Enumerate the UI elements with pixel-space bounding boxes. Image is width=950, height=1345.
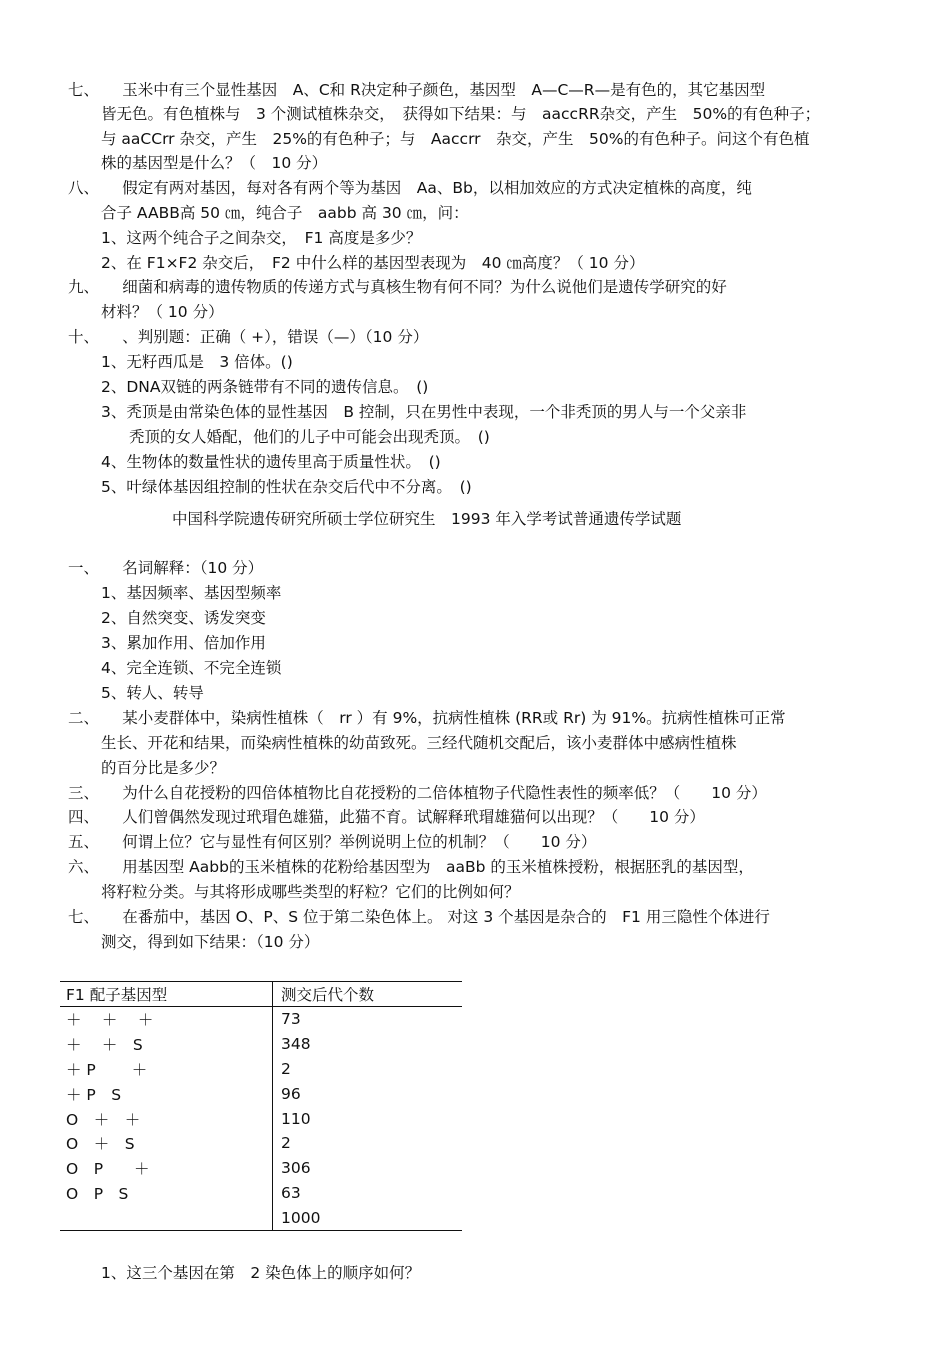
text-line: 十、 、判别题：正确（ +），错误（—）（10 分） <box>68 328 429 346</box>
count-cell: 306 <box>281 1159 311 1178</box>
text-line: 与 aaCCrr 杂交，产生 25%的有色种子；与 Aaccrr 杂交，产生 50%的有色种子。问这个有色植 <box>101 130 810 148</box>
text-line: 将籽粒分类。与其将形成哪些类型的籽粒？它们的比例如何？ <box>101 883 520 901</box>
column-header-genotype: F1 配子基因型 <box>60 982 273 1007</box>
text-line: 生长、开花和结果，而染病性植株的幼苗致死。三经代随机交配后，该小麦群体中感病性植株 <box>101 734 737 752</box>
text-line: 株的基因型是什么？（ 10 分） <box>101 154 328 172</box>
text-line: 3、累加作用、倍加作用 <box>101 634 266 652</box>
text-line: 二、 某小麦群体中，染病性植株（ rr ）有 9%，抗病性植株 (RR或 Rr) 为 91%。抗病性植株可正常 <box>68 709 786 727</box>
count-cell: 96 <box>281 1084 301 1103</box>
text-line: 5、转人、转导 <box>101 684 204 702</box>
table-row <box>60 1007 462 1032</box>
column-header-count: 测交后代个数 <box>273 982 463 1007</box>
text-line: 五、 何谓上位？它与显性有何区别？举例说明上位的机制？（ 10 分） <box>68 833 597 851</box>
table-body <box>60 1007 462 1231</box>
text-line: 四、 人们曾偶然发现过玳瑁色雄猫，此猫不育。试解释玳瑁雄猫何以出现？（ 10 分） <box>68 808 705 826</box>
count-cell: 73 <box>281 1010 301 1029</box>
text-line: 一、 名词解释：（10 分） <box>68 559 264 577</box>
testcross-table <box>60 981 462 1231</box>
table-row <box>60 1032 462 1057</box>
genotype-cell: ＋ ＋ ＋ <box>60 1007 273 1032</box>
text-line: 七、 玉米中有三个显性基因 A、C和 R决定种子颜色，基因型 A—C—R—是有色的，其它基因型 <box>68 81 766 99</box>
total-label-cell <box>60 1205 273 1230</box>
text-line: 材料？（ 10 分） <box>101 303 224 321</box>
text-line: 测交，得到如下结果：（10 分） <box>101 933 320 951</box>
text-line: 2、自然突变、诱发突变 <box>101 609 266 627</box>
table-total-row <box>60 1205 462 1230</box>
text-line: 1、无籽西瓜是 3 倍体。() <box>101 353 293 371</box>
genotype-cell: O ＋ ＋ <box>60 1106 273 1131</box>
table-header-row <box>60 982 462 1007</box>
count-cell: 348 <box>281 1035 311 1054</box>
text-line: 皆无色。有色植株与 3 个测试植株杂交， 获得如下结果：与 aaccRR杂交，产生 50%的有色种子； <box>101 105 821 123</box>
text-line: 2、DNA双链的两条链带有不同的遗传信息。 () <box>101 378 429 396</box>
text-line: 中国科学院遗传研究所硕士学位研究生 1993 年入学考试普通遗传学试题 <box>172 510 682 528</box>
genotype-cell: O P S <box>60 1181 273 1206</box>
text-line: 六、 用基因型 Aabb的玉米植株的花粉给基因型为 aaBb 的玉米植株授粉，根据胚乳的基因型， <box>68 858 754 876</box>
table-row <box>60 1106 462 1131</box>
table-row <box>60 1181 462 1206</box>
text-line: 的百分比是多少？ <box>101 759 226 777</box>
table-row <box>60 1156 462 1181</box>
text-line: 九、 细菌和病毒的遗传物质的传递方式与真核生物有何不同？为什么说他们是遗传学研究的好 <box>68 278 727 296</box>
count-cell: 110 <box>281 1109 311 1128</box>
text-line: 5、叶绿体基因组控制的性状在杂交后代中不分离。 () <box>101 478 472 496</box>
text-line: 八、 假定有两对基因，每对各有两个等为基因 Aa、Bb，以相加效应的方式决定植株的高度，纯 <box>68 179 752 197</box>
table-row <box>60 1057 462 1082</box>
genotype-cell: ＋ P S <box>60 1081 273 1106</box>
genotype-cell: O ＋ S <box>60 1131 273 1156</box>
text-line: 合子 AABB高 50 ㎝，纯合子 aabb 高 30 ㎝，问： <box>101 204 469 222</box>
text-line: 4、生物体的数量性状的遗传里高于质量性状。 () <box>101 453 441 471</box>
text-line: 1、这三个基因在第 2 染色体上的顺序如何？ <box>101 1264 421 1282</box>
text-line: 七、 在番茄中，基因 O、P、S 位于第二染色体上。 对这 3 个基因是杂合的 F1 用三隐性个体进行 <box>68 908 770 926</box>
text-line: 1、这两个纯合子之间杂交， F1 高度是多少？ <box>101 229 422 247</box>
table-row <box>60 1131 462 1156</box>
text-line: 1、基因频率、基因型频率 <box>101 584 282 602</box>
total-count-cell: 1000 <box>273 1205 463 1230</box>
genotype-cell: ＋ P ＋ <box>60 1057 273 1082</box>
text-line: 4、完全连锁、不完全连锁 <box>101 659 282 677</box>
text-line: 2、在 F1×F2 杂交后， F2 中什么样的基因型表现为 40 ㎝高度？（ 10 分） <box>101 254 645 272</box>
text-line: 三、 为什么自花授粉的四倍体植物比自花授粉的二倍体植物子代隐性表性的频率低？（ 10 分） <box>68 784 767 802</box>
count-cell: 2 <box>281 1134 291 1153</box>
text-line: 3、秃顶是由常染色体的显性基因 B 控制，只在男性中表现，一个非秃顶的男人与一个父亲非 <box>101 403 747 421</box>
count-cell: 63 <box>281 1183 301 1202</box>
genotype-cell: O P ＋ <box>60 1156 273 1181</box>
table-row <box>60 1081 462 1106</box>
text-line: 秃顶的女人婚配，他们的儿子中可能会出现秃顶。 () <box>129 428 490 446</box>
count-cell: 2 <box>281 1059 291 1078</box>
genotype-cell: ＋ ＋ S <box>60 1032 273 1057</box>
